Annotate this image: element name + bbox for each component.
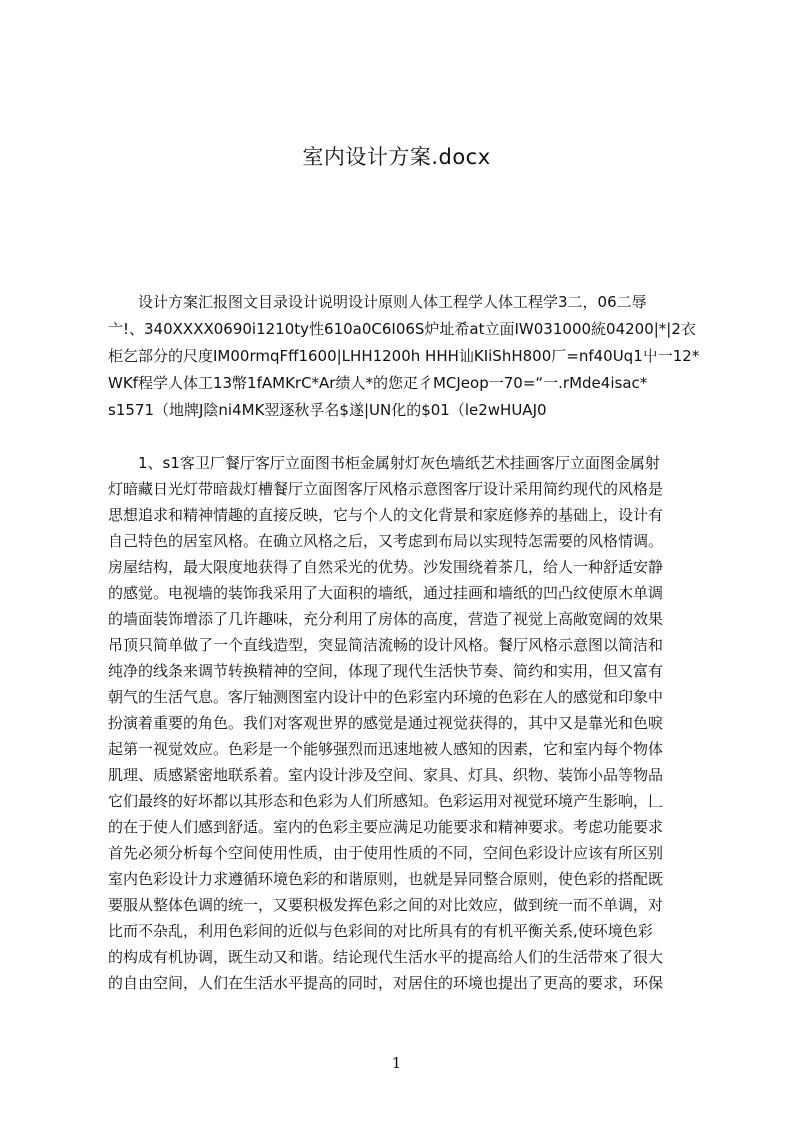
paragraph-1-line: 柜乞部分的尺度IM00rmqFff1600|LHH1200h HHH讪KIiShH800厂=nf40Uq1屮一12*	[108, 347, 700, 365]
paragraph-2-line: 纯净的线条来调节转换精神的空间，体现了现代生活快节奏、简约和实用，但又富有	[108, 662, 664, 680]
paragraph-1-line: WKf程学人体工13幣1fAMKrC*Ar绩人*的您疋彳MCJeop一70=“一.rMde4isac*	[108, 374, 648, 392]
paragraph-2-line: 比而不杂乱，利用色彩间的近似与色彩间的对比所具有的有机平衡关系,使环境色彩	[108, 922, 653, 940]
paragraph-2-line: 的感觉。电视墙的装饰我采用了大面积的墙纸，通过挂画和墙纸的凹凸纹使原木单调	[108, 584, 664, 602]
paragraph-2-line: 扮演着重要的角色。我们对客观世界的感觉是通过视觉获得的，其中又是靠光和色唳	[108, 714, 664, 732]
page-number: 1	[391, 1054, 402, 1072]
paragraph-2-line: 的自由空间，人们在生活水平提高的同时，对居住的环境也提出了更高的要求，环保	[108, 974, 664, 992]
paragraph-2-line: 灯暗藏日光灯带暗裁灯槽餐厅立面图客厅风格示意图客厅设计采用简约现代的风格是	[108, 480, 664, 498]
paragraph-2-line: 1、s1客卫厂餐厅客厅立面图书柜金属射灯灰色墙纸艺术挂画客厅立面图金属射	[108, 454, 660, 472]
paragraph-2-line: 自己特色的居室风格。在确立风格之后，又考虑到布局以实现特怎需要的风格情调。	[108, 532, 664, 550]
paragraph-2-line: 起第一视觉效应。色彩是一个能够强烈而迅速地被人感知的因素，它和室内每个物体	[108, 740, 664, 758]
paragraph-2-line: 室内色彩设计力求遵循环境色彩的和谐原则，也就是异同整合原则，使色彩的搭配既	[108, 870, 664, 888]
paragraph-2-line: 肌理、质感紧密地联系着。室内设计涉及空间、家具、灯具、织物、装饰小品等物品	[108, 766, 664, 784]
paragraph-1-line: s1571（地牌J陰ni4MK翌逐秋孚名$遂|UN化的$01（le2wHUAJ0	[108, 401, 547, 419]
document-title: 室内设计方案.docx	[302, 145, 491, 169]
paragraph-2-line: 朝气的生活气息。客厅轴测图室内设计中的色彩室内环境的色彩在人的感觉和印象中	[108, 688, 664, 706]
paragraph-1-line: 设计方案汇报图文目录设计说明设计原则人体工程学人体工程学3二，06二辱	[108, 293, 647, 311]
paragraph-2-line: 房屋结构，最大限度地获得了自然采光的优势。沙发围绕着茶几，给人一种舒适安静	[108, 558, 664, 576]
paragraph-2-line: 它们最终的好坏都以其形态和色彩为人们所感知。色彩运用对视觉环境产生影响，𠃊	[108, 792, 664, 810]
paragraph-2-line: 的构成有机协调，既生动又和谐。结论现代生活水平的提高给人们的生活带來了很大	[108, 948, 664, 966]
paragraph-2-line: 的墙面装饰增添了几许趣味，充分利用了房体的高度，营造了视觉上高敞宽阔的效果	[108, 610, 664, 628]
paragraph-2-line: 要服从整体色调的统一，又要积极发挥色彩之间的对比效应，做到统一而不单调，对	[108, 896, 664, 914]
paragraph-2-line: 首先必须分析每个空间使用性质，由于使用性质的不同，空间色彩设计应该有所区别	[108, 844, 664, 862]
paragraph-2-line: 的在于使人们感到舒适。室内的色彩主要应满足功能要求和精神要求。考虑功能要求	[108, 818, 664, 836]
paragraph-2-line: 思想追求和精神情趣的直接反映，它与个人的文化背景和家庭修养的基础上，设计有	[108, 506, 664, 524]
paragraph-1-line: 亠!、340XXXX0690i1210ty性610a0C6I06S炉址希at立面IW031000統04200|*|2衣	[108, 320, 696, 338]
paragraph-2-line: 吊顶只简单做了一个直线造型，突显简洁流畅的设计风格。餐厅风格示意图以简洁和	[108, 636, 664, 654]
